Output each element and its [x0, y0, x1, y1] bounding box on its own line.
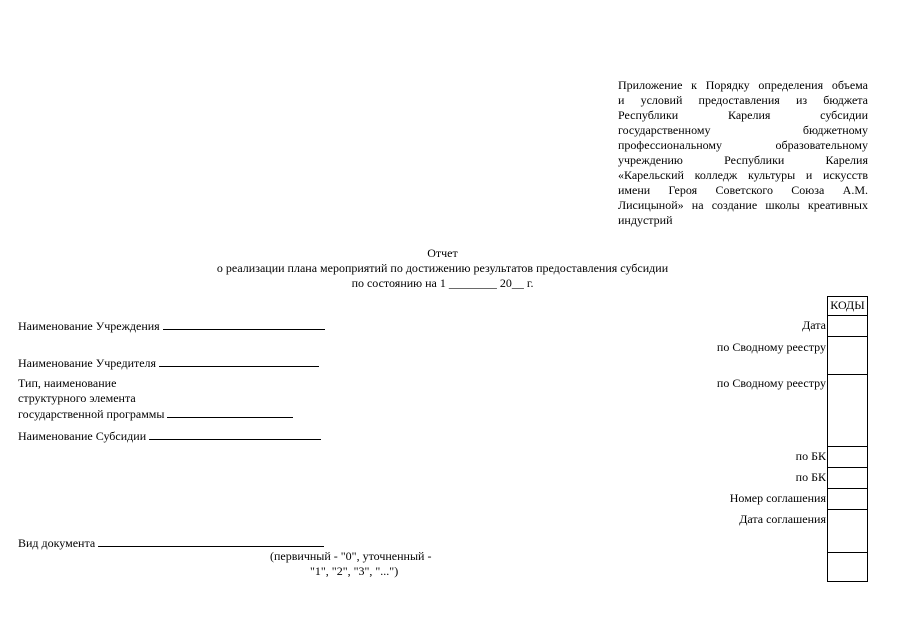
type-label-line1: Тип, наименование — [18, 376, 117, 390]
subsidy-field — [18, 428, 321, 444]
appendix-line: имени Героя Советского Союза А.М. — [618, 183, 868, 197]
doc-type-note-line1: (первичный - "0", уточненный - — [270, 549, 432, 563]
code-cell-agreement-number[interactable] — [827, 489, 868, 510]
founder-label: Наименование Учредителя — [18, 356, 157, 370]
code-cell-doc-type[interactable] — [827, 553, 868, 582]
appendix-line: Лисицыной» на создание школы креативных — [618, 198, 868, 212]
institution-field — [18, 318, 325, 334]
appendix-line: профессиональному образовательному — [618, 138, 868, 152]
founder-field — [18, 355, 319, 371]
bk-label-1: по БК — [795, 449, 826, 463]
code-cell-date[interactable] — [827, 316, 868, 337]
appendix-note — [618, 78, 868, 228]
appendix-line: Приложение к Порядку определения объема — [618, 78, 868, 92]
agreement-number-label: Номер соглашения — [729, 491, 826, 505]
subsidy-input-line[interactable] — [149, 428, 321, 440]
type-field — [18, 406, 293, 422]
codes-header: КОДЫ — [827, 296, 868, 316]
code-cell-bk-1[interactable] — [827, 447, 868, 468]
doc-type-input-line[interactable] — [98, 535, 324, 547]
type-label-line3: государственной программы — [18, 407, 165, 421]
agreement-date-label: Дата соглашения — [739, 512, 826, 526]
report-date-line: по состоянию на 1 ________ 20__ г. — [351, 276, 534, 290]
code-cell-agreement-date[interactable] — [827, 510, 868, 553]
report-subtitle: о реализации плана мероприятий по достижению результатов предоставления субсидии — [216, 261, 669, 275]
type-label-line2: структурного элемента — [18, 391, 136, 405]
registry-label-1: по Сводному реестру — [716, 340, 826, 354]
appendix-line: индустрий — [618, 213, 673, 227]
appendix-line: и условий предоставления из бюджета — [618, 93, 868, 107]
founder-input-line[interactable] — [159, 355, 319, 367]
appendix-line: «Карельский колледж культуры и искусств — [618, 168, 868, 182]
code-cell-registry-2[interactable] — [827, 375, 868, 447]
institution-input-line[interactable] — [163, 318, 325, 330]
bk-label-2: по БК — [795, 470, 826, 484]
type-input-line[interactable] — [167, 406, 293, 418]
code-cell-registry-1[interactable] — [827, 337, 868, 375]
appendix-line: Республики Карелия субсидии — [618, 108, 868, 122]
date-label: Дата — [802, 318, 826, 332]
institution-label: Наименование Учреждения — [18, 319, 160, 333]
registry-label-2: по Сводному реестру — [716, 376, 826, 390]
doc-type-label: Вид документа — [18, 536, 96, 550]
codes-table — [827, 296, 868, 582]
report-title: Отчет — [427, 246, 458, 260]
subsidy-label: Наименование Субсидии — [18, 429, 147, 443]
doc-type-note-line2: "1", "2", "3", "...") — [310, 564, 399, 578]
appendix-line: государственному бюджетному — [618, 123, 868, 137]
code-cell-bk-2[interactable] — [827, 468, 868, 489]
appendix-line: учреждению Республики Карелия — [618, 153, 868, 167]
